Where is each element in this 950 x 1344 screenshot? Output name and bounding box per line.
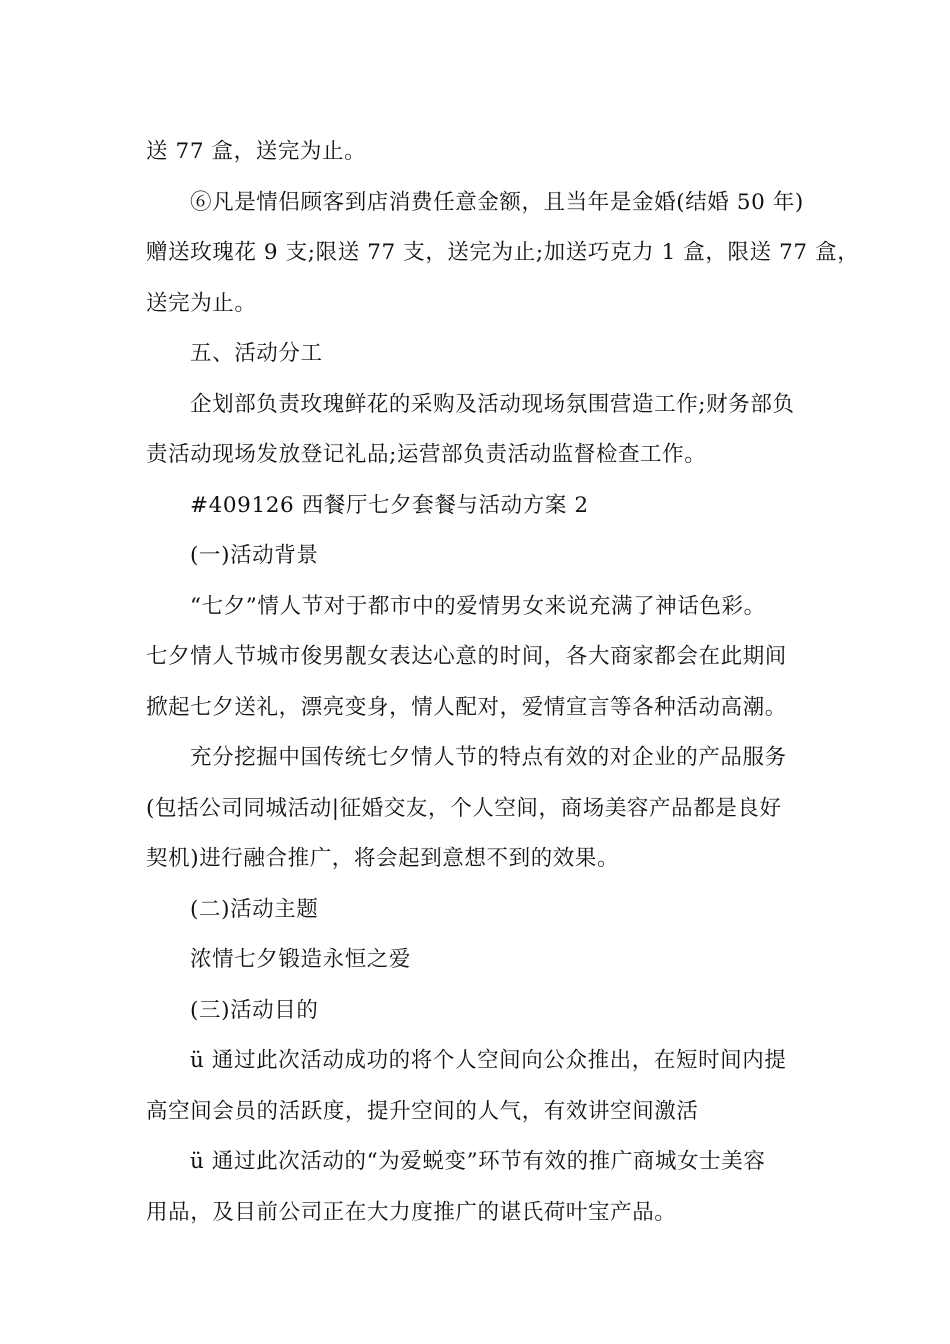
document-subtitle: #409126 西餐厅七夕套餐与活动方案 2 — [190, 492, 589, 518]
body-line: 七夕情人节城市俊男靓女表达心意的时间，各大商家都会在此期间 — [146, 644, 787, 669]
body-line: 用品，及目前公司正在大力度推广的谌氏荷叶宝产品。 — [146, 1199, 677, 1225]
bullet-line: ü 通过此次活动成功的将个人空间向公众推出，在短时间内提 — [190, 1048, 787, 1073]
body-line: 契机)进行融合推广，将会起到意想不到的效果。 — [146, 846, 620, 871]
body-line: 高空间会员的活跃度，提升空间的人气，有效讲空间激活 — [146, 1098, 699, 1124]
section-heading: (一)活动背景 — [190, 543, 319, 568]
body-line: 责活动现场发放登记礼品;运营部负责活动监督检查工作。 — [146, 442, 707, 467]
section-heading: (二)活动主题 — [190, 896, 319, 922]
paragraph-start-line: ⑥凡是情侣顾客到店消费任意金额，且当年是金婚(结婚 50 年) — [190, 189, 804, 215]
body-line: 掀起七夕送礼，漂亮变身，情人配对，爱情宣言等各种活动高潮。 — [146, 694, 787, 720]
bullet-line: ü 通过此次活动的“为爱蜕变”环节有效的推广商城女士美容 — [190, 1149, 766, 1174]
document-body — [146, 127, 860, 1238]
body-line: 送 77 盒，送完为止。 — [146, 139, 367, 164]
body-line: 送完为止。 — [146, 290, 257, 316]
paragraph-start-line: 充分挖掘中国传统七夕情人节的特点有效的对企业的产品服务 — [190, 745, 787, 770]
body-line: (包括公司同城活动|征婚交友，个人空间，商场美容产品都是良好 — [146, 795, 782, 821]
theme-line: 浓情七夕锻造永恒之爱 — [190, 947, 412, 972]
body-line: 赠送玫瑰花 9 支;限送 77 支，送完为止;加送巧克力 1 盒，限送 77 盒， — [146, 240, 860, 265]
section-heading: 五、活动分工 — [190, 341, 323, 366]
section-heading: (三)活动目的 — [190, 997, 319, 1023]
paragraph-start-line: “七夕”情人节对于都市中的爱情男女来说充满了神话色彩。 — [190, 593, 766, 619]
paragraph-start-line: 企划部负责玫瑰鲜花的采购及活动现场氛围营造工作;财务部负 — [190, 391, 795, 417]
